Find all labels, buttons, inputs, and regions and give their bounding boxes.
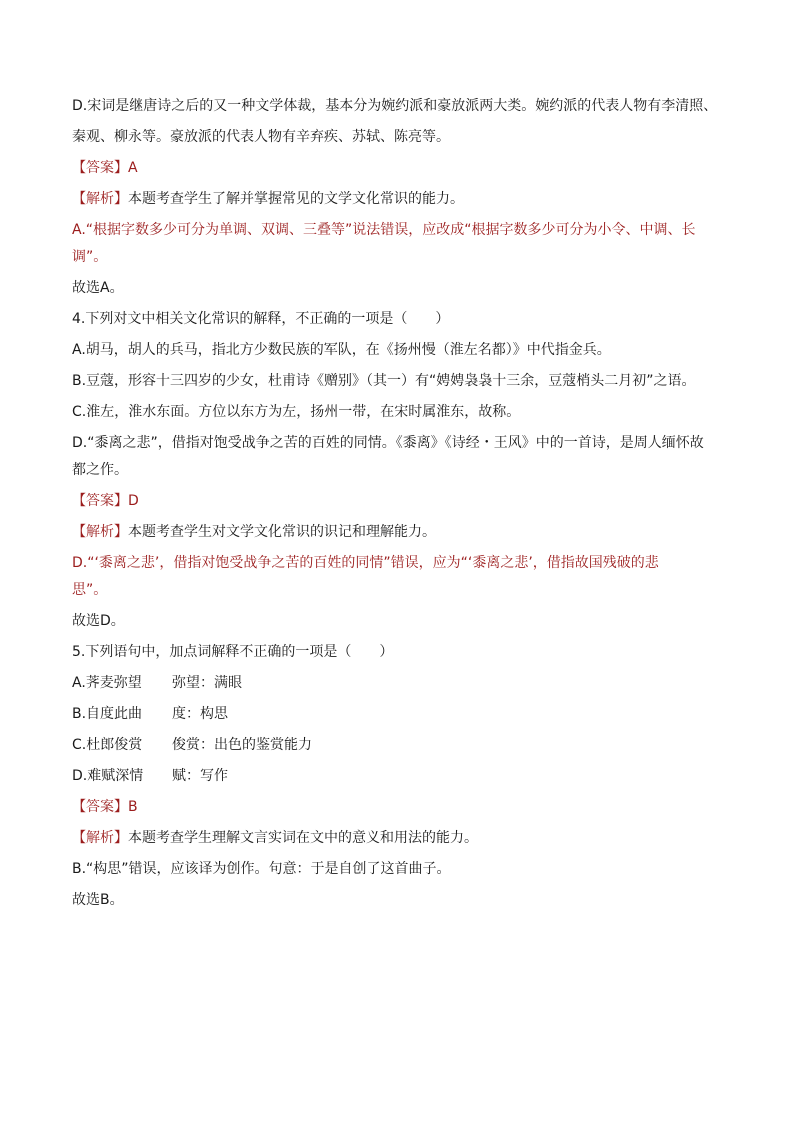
- q4-option-d-line1: D.“黍离之悲”，借指对饱受战争之苦的百姓的同情。《黍离》《诗经・王风》中的一首诗，是周人缅怀故: [72, 435, 704, 451]
- q4-explain-line2: 思”。: [72, 582, 108, 598]
- analysis-tag: 【解析】: [72, 830, 128, 846]
- analysis-text: 本题考查学生了解并掌握常见的文学文化常识的能力。: [128, 191, 464, 207]
- q5-answer: [72, 797, 722, 817]
- q3-option-d-line2: 秦观、柳永等。豪放派的代表人物有辛弃疾、苏轼、陈亮等。: [72, 129, 450, 145]
- q4-explain-line1: D.“‘黍离之悲’，借指对饱受战争之苦的百姓的同情”错误，应为“‘黍离之悲’，借指故国残破的悲: [72, 555, 659, 571]
- q3-conclusion: 故选A。: [72, 280, 124, 296]
- q5-option: [72, 766, 722, 786]
- q4-option-c: C.淮左，淮水东面。方位以东方为左，扬州一带，在宋时属淮东，故称。: [72, 404, 521, 420]
- q4-option-a: A.胡马，胡人的兵马，指北方少数民族的军队，在《扬州慢（淮左名都）》中代指金兵。: [72, 342, 611, 358]
- document-page: [72, 96, 722, 921]
- answer-value: B: [128, 799, 138, 815]
- option-phrase: A.荠麦弥望: [72, 675, 142, 691]
- option-gloss: 弥望：满眼: [172, 675, 242, 691]
- q3-explain-line2: 调”。: [72, 249, 108, 265]
- q5-option: [72, 673, 722, 693]
- answer-tag: 【答案】: [72, 493, 128, 509]
- answer-value: A: [128, 160, 138, 176]
- answer-value: D: [128, 493, 139, 509]
- q4-answer: [72, 491, 722, 511]
- q3-analysis: [72, 189, 722, 209]
- answer-tag: 【答案】: [72, 160, 128, 176]
- q4-option-b: B.豆蔻，形容十三四岁的少女，杜甫诗《赠别》（其一）有“娉娉袅袅十三余，豆蔻梢头二月初”之语。: [72, 373, 696, 389]
- q3-explain-line1: A.“根据字数多少可分为单调、双调、三叠等”说法错误，应改成“根据字数多少可分为小令、中调、长: [72, 222, 696, 238]
- q5-option: [72, 735, 722, 755]
- q4-stem: 4.下列对文中相关文化常识的解释，不正确的一项是（ ）: [72, 311, 450, 327]
- analysis-text: 本题考查学生对文学文化常识的识记和理解能力。: [128, 524, 436, 540]
- q4-conclusion: 故选D。: [72, 613, 125, 629]
- q5-stem: 5.下列语句中，加点词解释不正确的一项是（ ）: [72, 644, 394, 660]
- option-phrase: D.难赋深情: [72, 768, 144, 784]
- option-gloss: 度：构思: [172, 706, 228, 722]
- q5-option: [72, 704, 722, 724]
- q3-answer: [72, 158, 722, 178]
- analysis-tag: 【解析】: [72, 191, 128, 207]
- option-phrase: B.自度此曲: [72, 706, 143, 722]
- analysis-tag: 【解析】: [72, 524, 128, 540]
- analysis-text: 本题考查学生理解文言实词在文中的意义和用法的能力。: [128, 830, 478, 846]
- q3-option-d-line1: D.宋词是继唐诗之后的又一种文学体裁，基本分为婉约派和豪放派两大类。婉约派的代表人物有李清照、: [72, 98, 718, 114]
- q5-explain-line1: B.“构思”错误，应该译为创作。句意：于是自创了这首曲子。: [72, 861, 451, 877]
- option-phrase: C.杜郎俊赏: [72, 737, 143, 753]
- option-gloss: 俊赏：出色的鉴赏能力: [172, 737, 312, 753]
- answer-tag: 【答案】: [72, 799, 128, 815]
- q5-conclusion: 故选B。: [72, 892, 124, 908]
- option-gloss: 赋：写作: [172, 768, 228, 784]
- q4-option-d-line2: 都之作。: [72, 462, 128, 478]
- q4-analysis: [72, 522, 722, 542]
- q5-analysis: [72, 828, 722, 848]
